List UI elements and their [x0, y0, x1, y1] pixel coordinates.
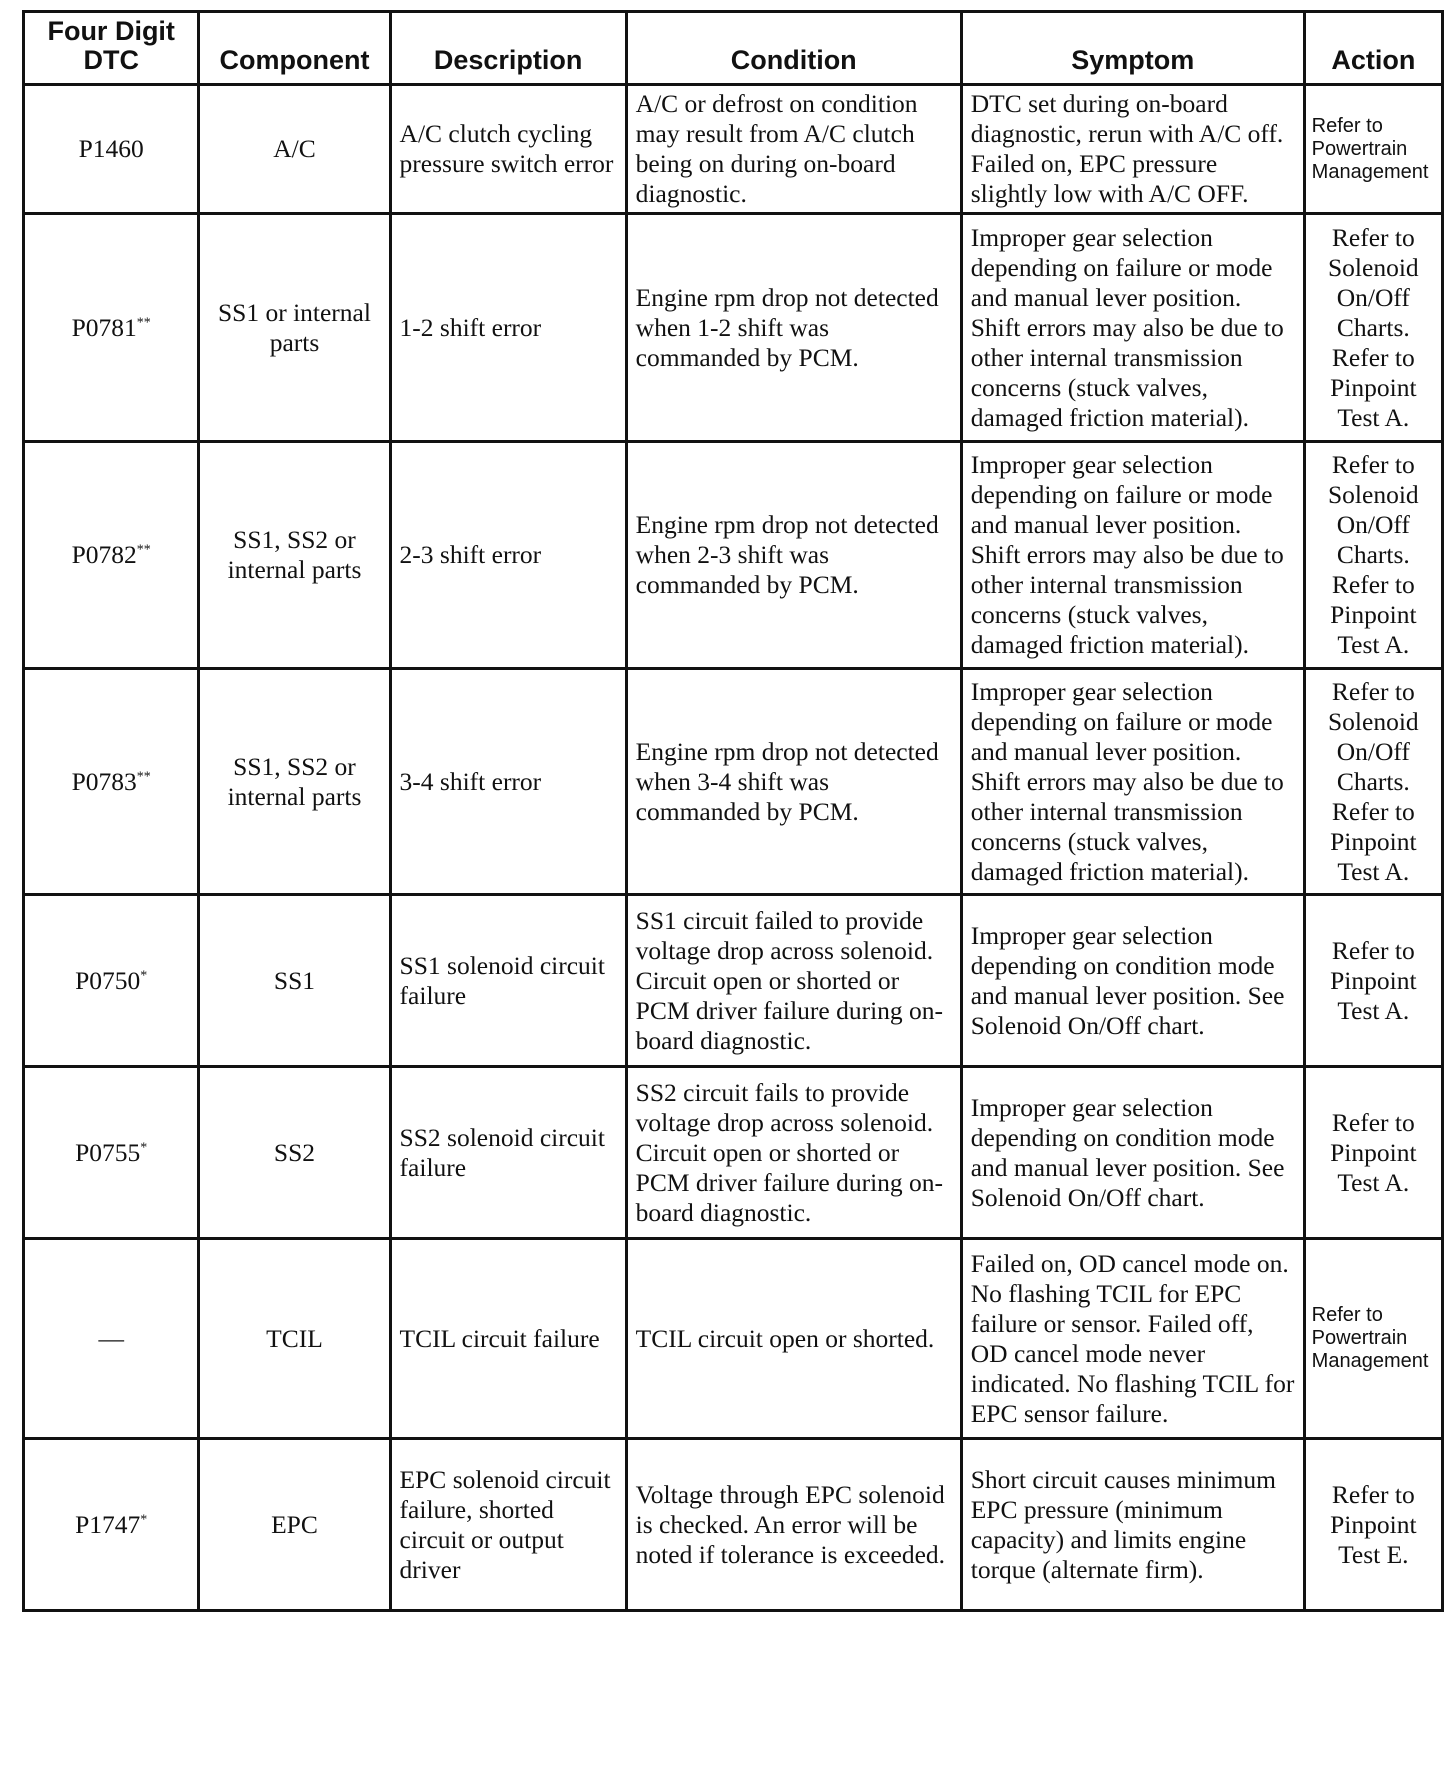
dtc-footnote-mark: **: [136, 315, 151, 330]
cell-action: Refer to Pinpoint Test A.: [1304, 895, 1442, 1067]
cell-component: SS1, SS2 or internal parts: [199, 669, 390, 895]
cell-action: Refer to Solenoid On/Off Charts. Refer to Pinpoint Test A.: [1304, 214, 1442, 442]
cell-component: A/C: [199, 85, 390, 214]
header-condition: Condition: [626, 12, 961, 85]
table-row: [24, 85, 1443, 214]
cell-component: SS2: [199, 1067, 390, 1239]
cell-dtc: P1460: [24, 85, 199, 214]
cell-condition: A/C or defrost on condition may result from A/C clutch being on during on-board diagnostic.: [626, 85, 961, 214]
header-action: Action: [1304, 12, 1442, 85]
dtc-footnote-mark: *: [140, 1512, 148, 1527]
cell-action: Refer to Solenoid On/Off Charts. Refer to Pinpoint Test A.: [1304, 442, 1442, 669]
cell-condition: SS1 circuit failed to provide voltage drop across solenoid. Circuit open or shorted or PCM driver failure during on-board diagnostic.: [626, 895, 961, 1067]
dtc-table-page: [22, 10, 1444, 1612]
cell-component: TCIL: [199, 1239, 390, 1439]
cell-condition: Engine rpm drop not detected when 1-2 shift was commanded by PCM.: [626, 214, 961, 442]
cell-action: Refer to Pinpoint Test A.: [1304, 1067, 1442, 1239]
cell-description: SS2 solenoid circuit failure: [390, 1067, 626, 1239]
cell-component: SS1: [199, 895, 390, 1067]
cell-symptom: Improper gear selection depending on failure or mode and manual lever position. Shift errors may also be due to other internal transmission concerns (stuck valves, damaged friction material).: [961, 214, 1304, 442]
header-component: Component: [199, 12, 390, 85]
header-dtc: Four Digit DTC: [24, 12, 199, 85]
table-row: [24, 1067, 1443, 1239]
dtc-footnote-mark: *: [140, 968, 148, 983]
cell-dtc: P0782**: [24, 442, 199, 669]
cell-description: A/C clutch cycling pressure switch error: [390, 85, 626, 214]
cell-symptom: Improper gear selection depending on failure or mode and manual lever position. Shift errors may also be due to other internal transmission concerns (stuck valves, damaged friction material).: [961, 442, 1304, 669]
cell-symptom: Improper gear selection depending on failure or mode and manual lever position. Shift errors may also be due to other internal transmission concerns (stuck valves, damaged friction material).: [961, 669, 1304, 895]
table-header-row: [24, 12, 1443, 85]
cell-symptom: Short circuit causes minimum EPC pressure (minimum capacity) and limits engine torque (alternate firm).: [961, 1439, 1304, 1611]
cell-condition: Engine rpm drop not detected when 2-3 shift was commanded by PCM.: [626, 442, 961, 669]
dtc-footnote-mark: *: [140, 1140, 148, 1155]
cell-condition: Voltage through EPC solenoid is checked. An error will be noted if tolerance is exceeded.: [626, 1439, 961, 1611]
cell-description: TCIL circuit failure: [390, 1239, 626, 1439]
cell-component: EPC: [199, 1439, 390, 1611]
cell-dtc: P0781**: [24, 214, 199, 442]
header-description: Description: [390, 12, 626, 85]
cell-description: SS1 solenoid circuit failure: [390, 895, 626, 1067]
cell-component: SS1 or internal parts: [199, 214, 390, 442]
cell-condition: Engine rpm drop not detected when 3-4 shift was commanded by PCM.: [626, 669, 961, 895]
table-row: [24, 895, 1443, 1067]
cell-dtc: —: [24, 1239, 199, 1439]
cell-action: Refer to Solenoid On/Off Charts. Refer to Pinpoint Test A.: [1304, 669, 1442, 895]
dtc-footnote-mark: **: [136, 542, 151, 558]
cell-description: EPC solenoid circuit failure, shorted circuit or output driver: [390, 1439, 626, 1611]
cell-condition: SS2 circuit fails to provide voltage drop across solenoid. Circuit open or shorted or PCM driver failure during on-board diagnostic.: [626, 1067, 961, 1239]
cell-description: 2-3 shift error: [390, 442, 626, 669]
cell-symptom: DTC set during on-board diagnostic, rerun with A/C off. Failed on, EPC pressure slightly low with A/C OFF.: [961, 85, 1304, 214]
cell-action: Refer to Powertrain Management: [1304, 1239, 1442, 1439]
cell-symptom: Improper gear selection depending on condition mode and manual lever position. See Solenoid On/Off chart.: [961, 895, 1304, 1067]
cell-action: Refer to Powertrain Management: [1304, 85, 1442, 214]
dtc-table: [22, 10, 1444, 1612]
header-symptom: Symptom: [961, 12, 1304, 85]
cell-condition: TCIL circuit open or shorted.: [626, 1239, 961, 1439]
cell-component: SS1, SS2 or internal parts: [199, 442, 390, 669]
cell-description: 3-4 shift error: [390, 669, 626, 895]
table-row: [24, 1439, 1443, 1611]
table-row: [24, 442, 1443, 669]
cell-action: Refer to Pinpoint Test E.: [1304, 1439, 1442, 1611]
cell-symptom: Improper gear selection depending on condition mode and manual lever position. See Solenoid On/Off chart.: [961, 1067, 1304, 1239]
cell-dtc: P0783**: [24, 669, 199, 895]
cell-dtc: P1747*: [24, 1439, 199, 1611]
dtc-footnote-mark: **: [136, 769, 151, 784]
table-row: [24, 214, 1443, 442]
table-row: [24, 1239, 1443, 1439]
table-row: [24, 669, 1443, 895]
cell-dtc: P0750*: [24, 895, 199, 1067]
cell-dtc: P0755*: [24, 1067, 199, 1239]
cell-symptom: Failed on, OD cancel mode on. No flashing TCIL for EPC failure or sensor. Failed off, OD cancel mode never indicated. No flashing TCIL for EPC sensor failure.: [961, 1239, 1304, 1439]
cell-description: 1-2 shift error: [390, 214, 626, 442]
